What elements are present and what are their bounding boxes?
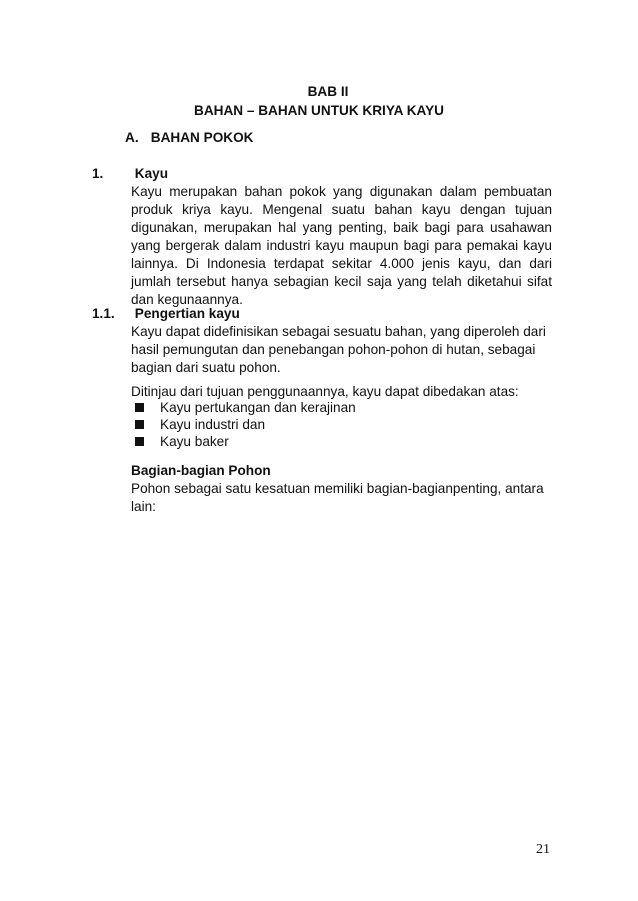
kayu-title: Kayu [134, 166, 169, 181]
square-bullet-icon [135, 420, 144, 429]
kayu-line: digunakan, merupakan hal yang penting, baik bagi para usahawan [131, 220, 552, 235]
bagian-heading: Bagian-bagian Pohon [131, 463, 271, 478]
chapter-title: BAHAN – BAHAN UNTUK KRIYA KAYU [194, 103, 444, 118]
section-letter: A. [125, 130, 139, 145]
kayu-heading [92, 165, 168, 183]
pengertian-line: Kayu dapat didefinisikan sebagai sesuatu bahan, yang diperoleh dari [131, 324, 546, 339]
list-item [133, 416, 356, 433]
kayu-number: 1. [92, 166, 104, 181]
kayu-paragraph [131, 183, 552, 309]
pengertian-intro: Ditinjau dari tujuan penggunaannya, kayu dapat dibedakan atas: [131, 384, 519, 399]
chapter-label: BAB II [307, 84, 349, 99]
square-bullet-icon [135, 437, 144, 446]
section-heading [125, 130, 254, 145]
pengertian-heading [92, 305, 240, 323]
kayu-line: yang bergerak dalam industri kayu maupun bagi para pemakai kayu [131, 238, 552, 253]
square-bullet-icon [135, 403, 144, 412]
section-title: BAHAN POKOK [150, 130, 254, 145]
pengertian-title: Pengertian kayu [134, 306, 240, 321]
kayu-line: produk kriya kayu. Mengenal suatu bahan kayu dengan tujuan [131, 202, 552, 217]
list-item [133, 399, 356, 416]
list-item-text: Kayu pertukangan dan kerajinan [160, 400, 356, 415]
pengertian-line: bagian dari suatu pohon. [131, 360, 281, 375]
chapter-heading [0, 82, 638, 120]
pengertian-paragraph [131, 323, 552, 377]
pengertian-line: hasil pemungutan dan penebangan pohon-pohon di hutan, sebagai [131, 342, 536, 357]
list-item-text: Kayu baker [160, 434, 229, 449]
bagian-paragraph [131, 480, 552, 516]
list-item-text: Kayu industri dan [160, 417, 266, 432]
kayu-line: Kayu merupakan bahan pokok yang digunakan dalam pembuatan [131, 184, 552, 199]
kayu-line: lainnya. Di Indonesia terdapat sekitar 4.000 jenis kayu, dan dari [131, 256, 552, 271]
pengertian-number: 1.1. [92, 306, 115, 321]
kayu-line: jumlah tersebut hanya sebagian kecil saja yang telah diketahui sifat [131, 274, 552, 289]
kayu-line: dan kegunaannya. [131, 292, 243, 307]
page-number: 21 [536, 842, 550, 857]
list-item [133, 433, 356, 450]
usage-list [133, 399, 356, 450]
bagian-line: lain: [131, 499, 156, 514]
bagian-line: Pohon sebagai satu kesatuan memiliki bagian-bagianpenting, antara [131, 481, 544, 496]
